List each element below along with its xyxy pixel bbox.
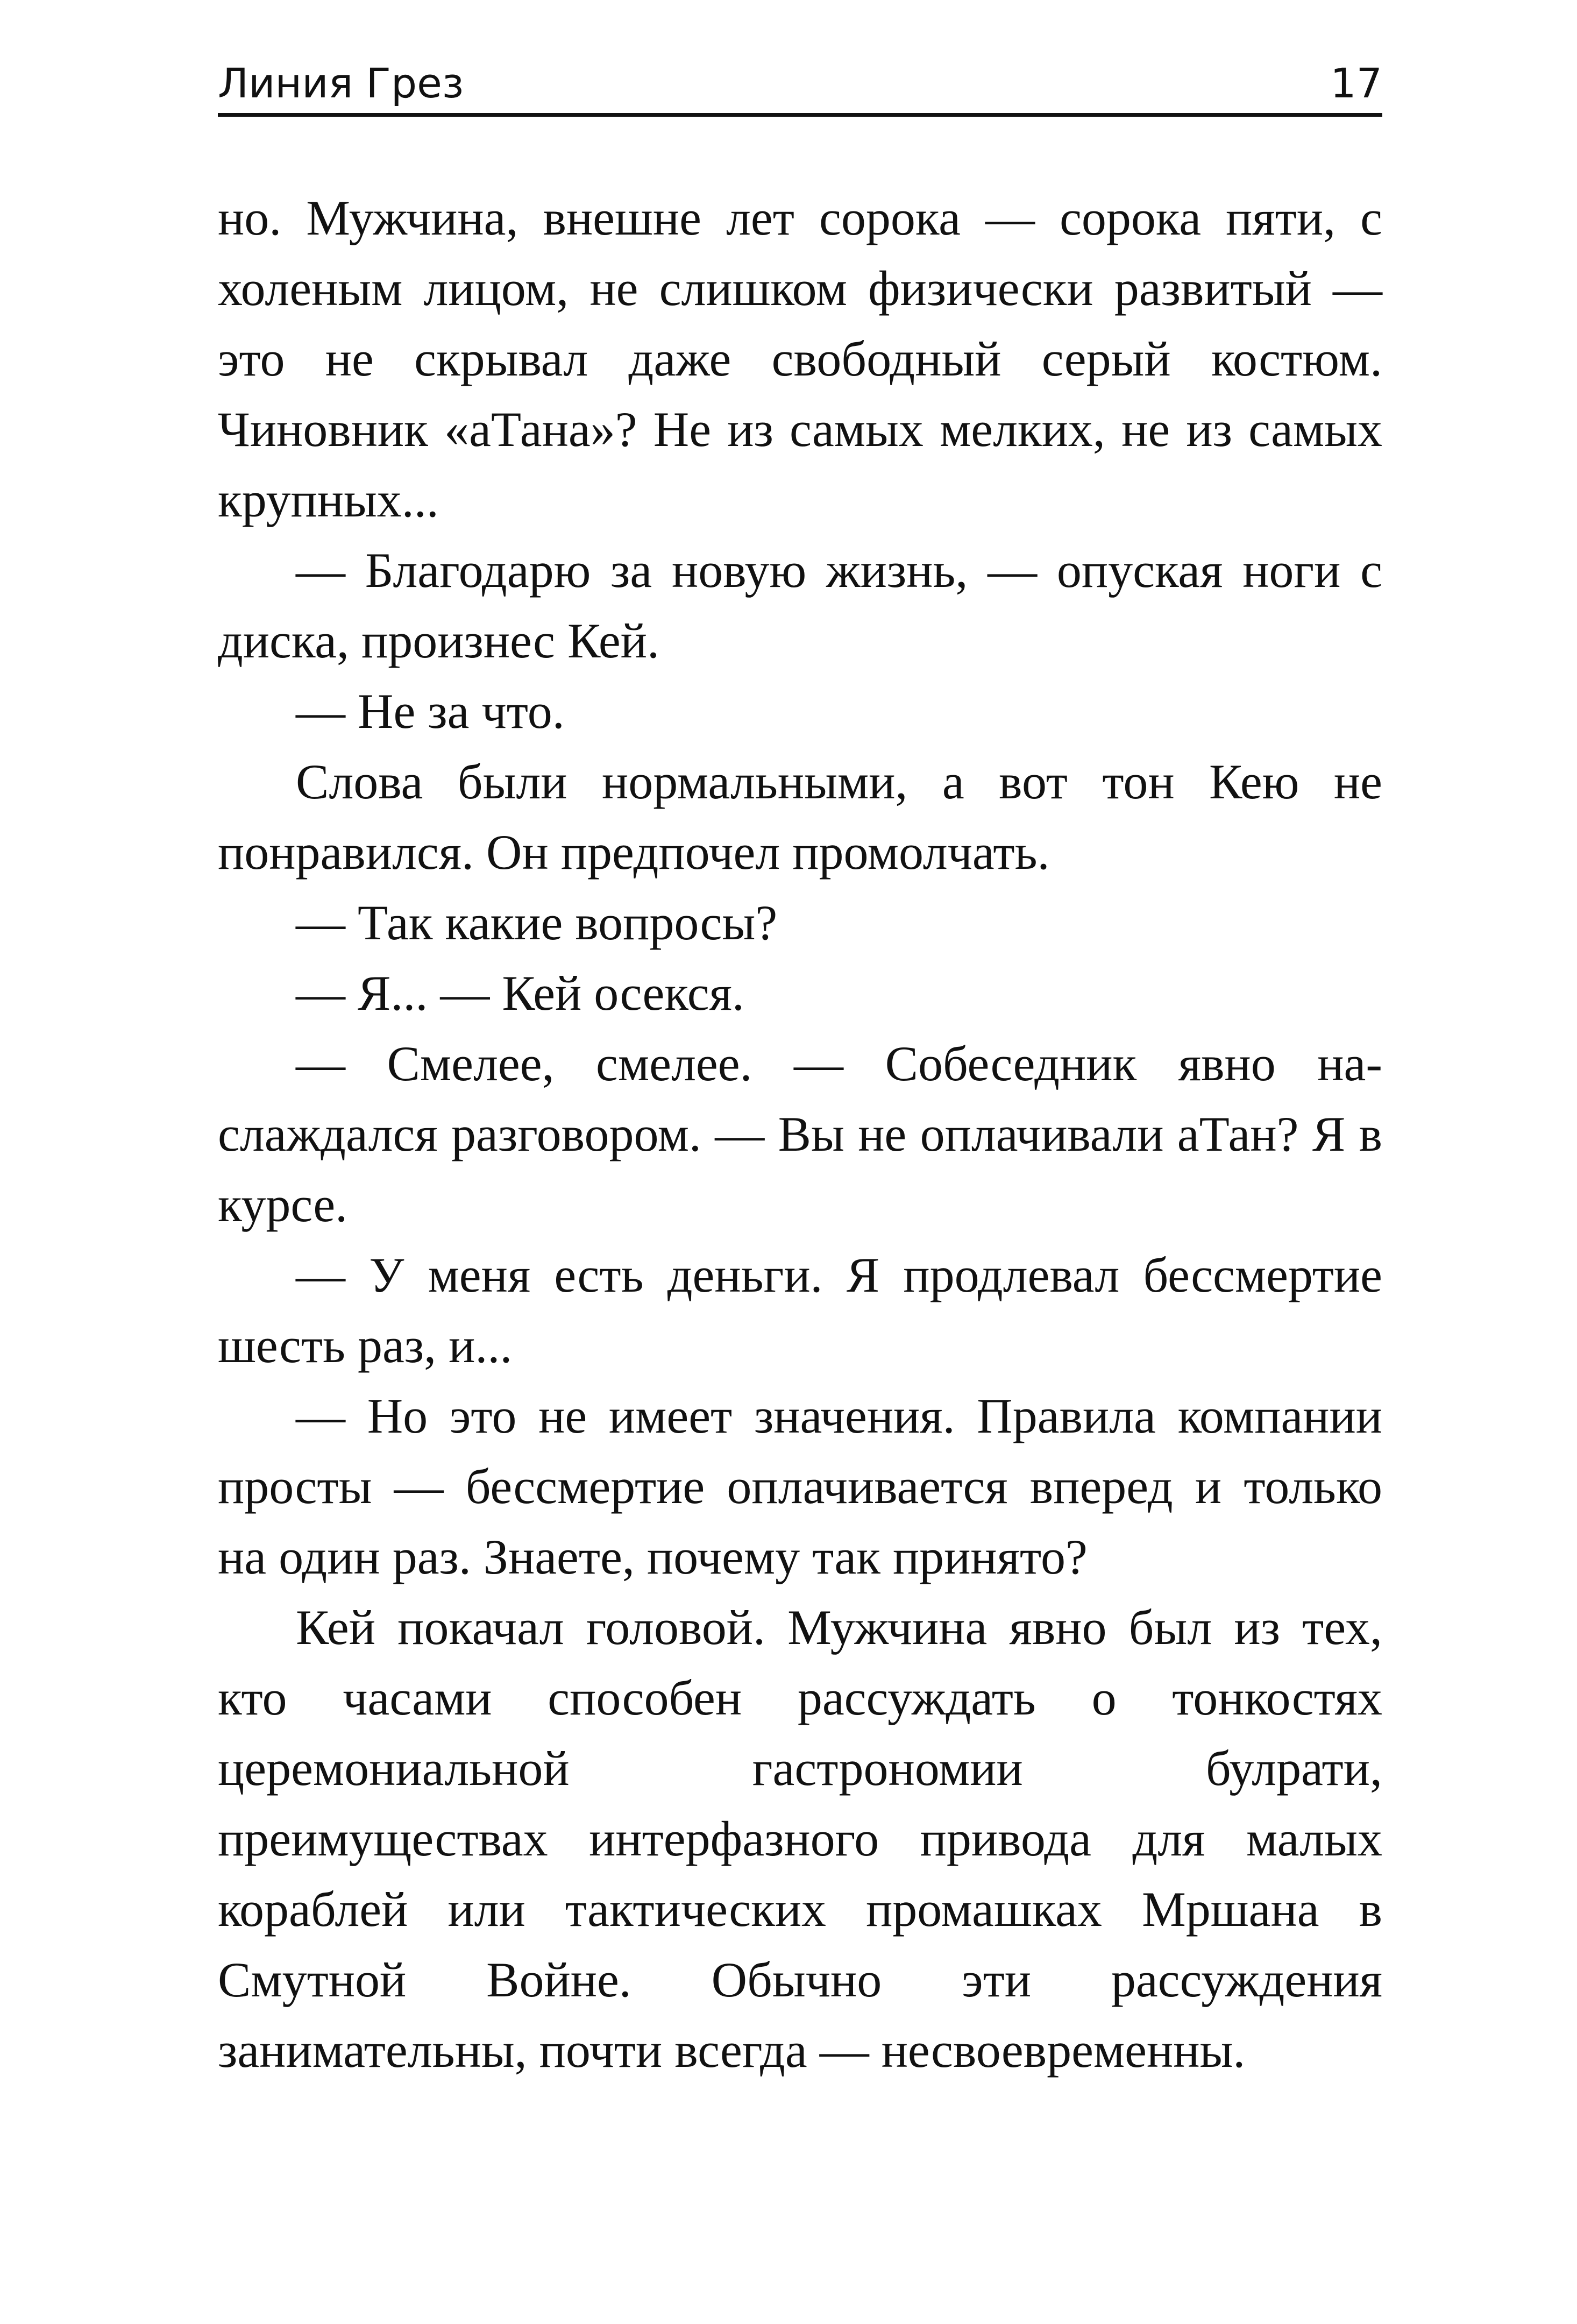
page-number: 17: [1330, 59, 1382, 107]
paragraph: но. Мужчина, внешне лет сорока — сорока пяти, с холеным лицом, не слишком физически развитый — это не скрывал даже свободный серый костюм. Чиновник «аТана»? Не из самых мелких, не из самых крупных...: [218, 190, 1382, 527]
paragraph: Кей покачал головой. Мужчина явно был из тех, кто часами способен рассуждать о тонкостях церемониальной гастрономии булрати, преимуществах интерфазного привода для малых кораблей или тактических промашках Мршана в Смутной Войне. Обычно эти рассуждения занимательны, почти всегда — несвоевременны.: [218, 1600, 1382, 2078]
paragraph: — Не за что.: [296, 684, 565, 739]
paragraph: — Но это не имеет значения. Правила компании просты — бессмертие оплачивается вперед и только на один раз. Знаете, почему так принято?: [218, 1388, 1382, 1584]
paragraph: — Так какие вопросы?: [296, 895, 778, 950]
running-head: [218, 54, 1382, 113]
paragraph: Слова были нормальными, а вот тон Кею не понравился. Он предпочел промолчать.: [218, 754, 1382, 880]
page-body: [218, 183, 1382, 2086]
running-title: Линия Грез: [218, 59, 464, 107]
header-rule: [218, 113, 1382, 117]
paragraph: — Смелее, смелее. — Собеседник явно наслаждался разговором. — Вы не оплачивали аТан? Я в курсе.: [218, 1036, 1382, 1232]
paragraph: — Благодарю за новую жизнь, — опуская ноги с диска, произнес Кей.: [218, 543, 1382, 668]
paragraph: — У меня есть деньги. Я продлевал бессмертие шесть раз, и...: [218, 1248, 1382, 1373]
paragraph: — Я... — Кей осекся.: [296, 966, 744, 1021]
